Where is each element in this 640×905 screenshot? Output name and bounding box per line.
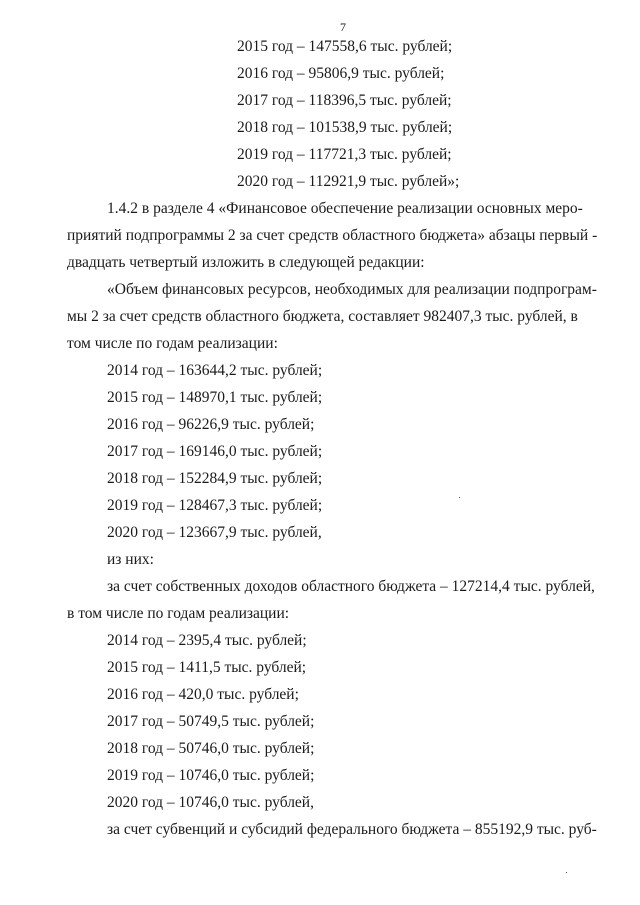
page-number: 7 [340,20,346,34]
list-item: 2015 год – 147558,6 тыс. рублей; [237,38,453,55]
paragraph-line: за счет субвенций и субсидий федерального бюджета – 855192,9 тыс. руб- [107,821,597,838]
list-item: 2016 год – 96226,9 тыс. рублей; [107,416,315,433]
list-item: 2018 год – 101538,9 тыс. рублей; [237,119,453,136]
list-item: 2014 год – 2395,4 тыс. рублей; [107,632,307,649]
paragraph-line: из них: [107,551,154,568]
paragraph-line: том числе по годам реализации: [67,335,278,352]
list-item: 2020 год – 112921,9 тыс. рублей»; [237,173,460,190]
paragraph-line: приятий подпрограммы 2 за счет средств областного бюджета» абзацы первый - [67,227,598,244]
paragraph-line: за счет собственных доходов областного бюджета – 127214,4 тыс. рублей, [107,578,595,595]
paragraph-line: в том числе по годам реализации: [67,605,290,622]
list-item: 2020 год – 10746,0 тыс. рублей, [107,794,314,811]
list-item: 2020 год – 123667,9 тыс. рублей, [107,524,322,541]
list-item: 2015 год – 1411,5 тыс. рублей; [107,659,307,676]
scan-speck [459,497,460,498]
list-item: 2019 год – 128467,3 тыс. рублей; [107,497,323,514]
list-item: 2017 год – 118396,5 тыс. рублей; [237,92,452,109]
list-item: 2019 год – 117721,3 тыс. рублей; [237,146,452,163]
paragraph-line: «Объем финансовых ресурсов, необходимых для реализации подпрограм- [107,281,597,298]
list-item: 2014 год – 163644,2 тыс. рублей; [107,362,323,379]
list-item: 2015 год – 148970,1 тыс. рублей; [107,389,323,406]
list-item: 2018 год – 152284,9 тыс. рублей; [107,470,323,487]
list-item: 2016 год – 420,0 тыс. рублей; [107,686,299,703]
paragraph-line: 1.4.2 в разделе 4 «Финансовое обеспечение реализации основных меро- [107,200,583,217]
list-item: 2019 год – 10746,0 тыс. рублей; [107,767,315,784]
list-item: 2018 год – 50746,0 тыс. рублей; [107,740,315,757]
paragraph-line: мы 2 за счет средств областного бюджета, составляет 982407,3 тыс. рублей, в [67,308,578,325]
list-item: 2017 год – 50749,5 тыс. рублей; [107,713,315,730]
paragraph-line: двадцать четвертый изложить в следующей редакции: [67,254,425,271]
list-item: 2017 год – 169146,0 тыс. рублей; [107,443,323,460]
list-item: 2016 год – 95806,9 тыс. рублей; [237,65,445,82]
scan-speck [566,872,567,873]
